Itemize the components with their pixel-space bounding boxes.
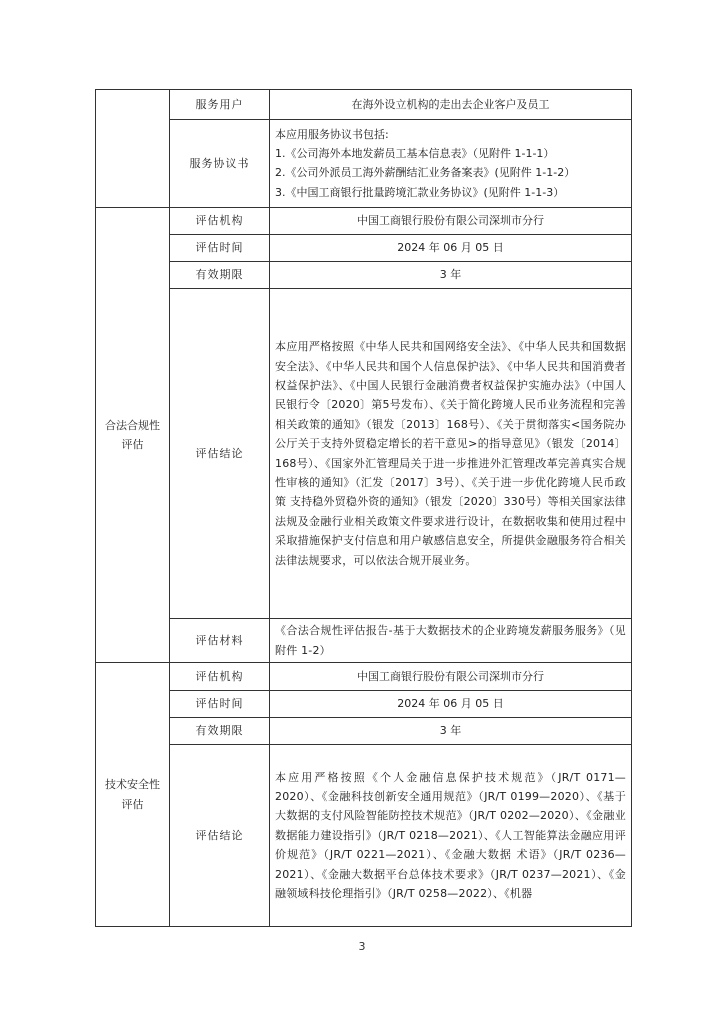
- tech-conclusion-text: 本应用严格按照《个人金融信息保护技术规范》（JR/T 0171—2020）、《金融科技创新安全通用规范》（JR/T 0199—2020）、《基于大数据的支付风险智能防控技术规范》（JR/T 0202—2020）、《金融业数据能力建设指引》（JR/T 0218—2021）、《人工智能算法金融应用评价规范》（JR/T 0221—2021）、《金融大数据 术语》（JR/T 0236—2021）、《金融大数据平台总体技术要求》（JR/T 0237—2021）、《金融领域科技伦理指引》（JR/T 0258—2022）、《机器: [270, 744, 632, 926]
- table-row: [96, 690, 632, 717]
- agreement-line: 本应用服务协议书包括:: [275, 127, 389, 141]
- agreement-line: 1.《公司海外本地发薪员工基本信息表》（见附件 1-1-1）: [275, 147, 555, 161]
- table-row: [96, 120, 632, 208]
- tech-time-label: 评估时间: [170, 690, 270, 717]
- legal-org-value: 中国工商银行股份有限公司深圳市分行: [270, 207, 632, 234]
- table-row: [96, 234, 632, 261]
- legal-material-text: 《合法合规性评估报告-基于大数据技术的企业跨境发薪服务服务》（见附件 1-2）: [270, 619, 632, 663]
- assessment-table: [95, 89, 632, 927]
- table-row: [96, 289, 632, 619]
- continued-section-cell: [96, 90, 170, 208]
- service-user-value: 在海外设立机构的走出去企业客户及员工: [270, 90, 632, 120]
- legal-conclusion-label: 评估结论: [170, 289, 270, 619]
- agreement-line: 2.《公司外派员工海外薪酬结汇业务备案表》(见附件 1-1-2）: [275, 166, 576, 180]
- tech-validity-label: 有效期限: [170, 717, 270, 744]
- tech-time-value: 2024 年 06 月 05 日: [270, 690, 632, 717]
- service-user-label: 服务用户: [170, 90, 270, 120]
- legal-org-label: 评估机构: [170, 207, 270, 234]
- legal-material-label: 评估材料: [170, 619, 270, 663]
- legal-validity-value: 3 年: [270, 262, 632, 289]
- table-row: [96, 619, 632, 663]
- table-row: [96, 744, 632, 926]
- table-row: [96, 262, 632, 289]
- legal-conclusion-text: 本应用严格按照《中华人民共和国网络安全法》、《中华人民共和国数据安全法》、《中华人民共和国个人信息保护法》、《中华人民共和国消费者权益保护法》、《中国人民银行金融消费者权益保护实施办法》（中国人民银行令〔2020〕第5号发布）、《关于简化跨境人民币业务流程和完善相关政策的通知》（银发〔2013〕168号）、《关于贯彻落实<国务院办公厅关于支持外贸稳定增长的若干意见>的指导意见》（银发〔2014〕168号）、《国家外汇管理局关于进一步推进外汇管理改革完善真实合规性审核的通知》（汇发〔2017〕3号）、《关于进一步优化跨境人民币政策 支持稳外贸稳外资的通知》（银发〔2020〕330号）等相关国家法律法规及金融行业相关政策文件要求进行设计，在数据收集和使用过程中采取措施保护支付信息和用户敏感信息安全，所提供金融服务符合相关法律法规要求，可以依法合规开展业务。: [270, 289, 632, 619]
- legal-time-label: 评估时间: [170, 234, 270, 261]
- service-agreement-label: 服务协议书: [170, 120, 270, 208]
- legal-validity-label: 有效期限: [170, 262, 270, 289]
- agreement-line: 3.《中国工商银行批量跨境汇款业务协议》(见附件 1-1-3）: [275, 185, 565, 199]
- tech-conclusion-label: 评估结论: [170, 744, 270, 926]
- table-row: [96, 717, 632, 744]
- table-row: [96, 90, 632, 120]
- legal-section-title: 合法合规性评估: [96, 207, 170, 663]
- table-row: [96, 663, 632, 690]
- tech-section-title: 技术安全性评估: [96, 663, 170, 927]
- service-agreement-list: [270, 120, 632, 208]
- legal-time-value: 2024 年 06 月 05 日: [270, 234, 632, 261]
- table-row: [96, 207, 632, 234]
- tech-org-value: 中国工商银行股份有限公司深圳市分行: [270, 663, 632, 690]
- tech-org-label: 评估机构: [170, 663, 270, 690]
- tech-validity-value: 3 年: [270, 717, 632, 744]
- page-number: 3: [358, 940, 366, 953]
